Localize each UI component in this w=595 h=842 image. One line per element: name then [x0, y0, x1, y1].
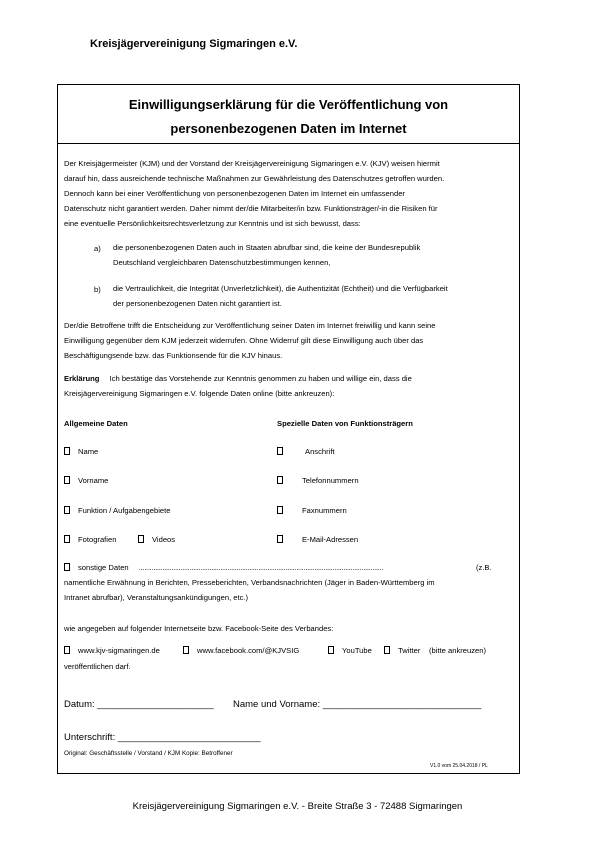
option-site-facebook[interactable] [183, 646, 299, 655]
option-name[interactable] [64, 447, 98, 456]
option-label: E-Mail-Adressen [302, 535, 359, 544]
site-hint: (bitte ankreuzen) [429, 646, 486, 655]
item-b-line: die Vertraulichkeit, die Integrität (Unverletzlichkeit), die Authentizität (Echtheit) und die Verfügbarkeit [113, 284, 448, 293]
option-label: Faxnummern [302, 506, 347, 515]
option-label: Fotografien [78, 535, 117, 544]
publish-text: veröffentlichen darf. [64, 662, 131, 671]
intro-line: Dennoch kann bei einer Veröffentlichung von personenbezogenen Daten im Internet ein umfassender [64, 189, 405, 198]
intro-line: eine eventuelle Persönlichkeitsrechtsverletzung zur Kenntnis und ist sich bewusst, dass: [64, 219, 361, 228]
option-label: www.facebook.com/@KJVSIG [197, 646, 300, 655]
option-label: Telefonnummern [302, 476, 359, 485]
vorname-checkbox[interactable] [64, 476, 70, 484]
item-b-marker: b) [94, 285, 101, 294]
telefon-checkbox[interactable] [277, 476, 283, 484]
fotografien-checkbox[interactable] [64, 535, 70, 543]
name-checkbox[interactable] [64, 447, 70, 455]
facebook-checkbox[interactable] [183, 646, 189, 654]
declaration-paragraph [64, 371, 516, 401]
item-a-line: Deutschland vergleichbaren Datenschutzbestimmungen kennen, [113, 258, 331, 267]
option-label: YouTube [342, 646, 372, 655]
funktion-checkbox[interactable] [64, 506, 70, 514]
option-label: Videos [152, 535, 176, 544]
version-note: V1.0 vom 25.04.2018 / PL [430, 763, 488, 769]
anschrift-checkbox[interactable] [277, 447, 283, 455]
form-title-line1: Einwilligungserklärung für die Veröffentlichung von [128, 97, 449, 112]
email-checkbox[interactable] [277, 535, 283, 543]
page-footer: Kreisjägervereinigung Sigmaringen e.V. - Breite Straße 3 - 72488 Sigmaringen [132, 801, 463, 812]
sonstige-zb: (z.B. [476, 563, 492, 572]
option-label: Vorname [78, 476, 109, 485]
option-email[interactable] [277, 535, 358, 544]
videos-checkbox[interactable] [138, 535, 144, 543]
date-field[interactable]: Datum: ______________________ [64, 699, 214, 710]
decision-paragraph [64, 318, 516, 363]
sonstige-checkbox[interactable] [64, 563, 70, 571]
sonstige-examples [64, 575, 516, 605]
option-label: sonstige Daten [78, 563, 129, 572]
option-funktion[interactable] [64, 506, 170, 515]
declaration-label: Erklärung [64, 374, 100, 383]
declaration-line2: Kreisjägervereinigung Sigmaringen e.V. folgende Daten online (bitte ankreuzen): [64, 389, 335, 398]
general-data-heading: Allgemeine Daten [64, 419, 128, 428]
option-site-youtube[interactable] [328, 646, 372, 655]
item-a-text [113, 240, 513, 270]
option-label: Twitter [398, 646, 421, 655]
youtube-checkbox[interactable] [328, 646, 334, 654]
option-label: Name [78, 447, 99, 456]
option-label: Anschrift [305, 447, 335, 456]
option-sonstige[interactable] [64, 563, 383, 572]
option-fotografien[interactable] [64, 535, 116, 544]
option-fax[interactable] [277, 506, 347, 515]
intro-paragraph [64, 156, 516, 231]
declaration-line1: Ich bestätige das Vorstehende zur Kenntnis genommen zu haben und willige ein, dass die [109, 374, 412, 383]
website-intro: wie angegeben auf folgender Internetseite bzw. Facebook-Seite des Verbandes: [64, 624, 334, 633]
special-data-heading: Spezielle Daten von Funktionsträgern [277, 419, 413, 428]
option-label: Funktion / Aufgabengebiete [78, 506, 171, 515]
item-a-line: die personenbezogenen Daten auch in Staaten abrufbar sind, die keine der Bundesrepublik [113, 243, 421, 252]
option-telefon[interactable] [277, 476, 359, 485]
option-site-kjv[interactable] [64, 646, 160, 655]
option-label: www.kjv-sigmaringen.de [78, 646, 160, 655]
fax-checkbox[interactable] [277, 506, 283, 514]
option-videos[interactable] [138, 535, 175, 544]
decision-line: Einwilligung gegenüber dem KJM jederzeit widerrufen. Ohne Widerruf gilt diese Einwilligung auch über das [64, 336, 424, 345]
sonstige-line: Intranet abrufbar), Veranstaltungsankündigungen, etc.) [64, 593, 249, 602]
item-a-marker: a) [94, 244, 101, 253]
sonstige-line: namentliche Erwähnung in Berichten, Presseberichten, Verbandsnachrichten (Jäger in Baden-Württemberg im [64, 578, 435, 587]
signature-field[interactable]: Unterschrift: ___________________________ [64, 732, 261, 743]
option-vorname[interactable] [64, 476, 108, 485]
intro-line: Der Kreisjägermeister (KJM) und der Vorstand der Kreisjägervereinigung Sigmaringen e.V. (KJV) weisen hiermit [64, 159, 440, 168]
organization-header: Kreisjägervereinigung Sigmaringen e.V. [90, 38, 298, 50]
option-site-twitter[interactable] [384, 646, 420, 655]
kjv-site-checkbox[interactable] [64, 646, 70, 654]
decision-line: Beschäftigungsende bzw. das Funktionsende für die KJV hinaus. [64, 351, 283, 360]
name-field[interactable]: Name und Vorname: ______________________________ [233, 699, 482, 710]
form-title-line2: personenbezogenen Daten im Internet [170, 121, 407, 136]
option-anschrift[interactable] [277, 447, 335, 456]
item-b-line: der personenbezogenen Daten nicht garantiert ist. [113, 299, 282, 308]
distribution-note: Original: Geschäftsstelle / Vorstand / KJM Kopie: Betroffener [64, 750, 233, 757]
sonstige-fill-line[interactable]: ....................................................................................................................................... [138, 563, 384, 572]
twitter-checkbox[interactable] [384, 646, 390, 654]
intro-line: Datenschutz nicht garantiert werden. Daher nimmt der/die Mitarbeiter/in bzw. Funktionsträger/-in die Risiken für [64, 204, 438, 213]
item-b-text [113, 281, 513, 311]
intro-line: darauf hin, dass ausreichende technische Maßnahmen zur Gewährleistung des Datenschutzes getroffen wurden. [64, 174, 445, 183]
decision-line: Der/die Betroffene trifft die Entscheidung zur Veröffentlichung seiner Daten im Internet freiwillig und kann seine [64, 321, 436, 330]
